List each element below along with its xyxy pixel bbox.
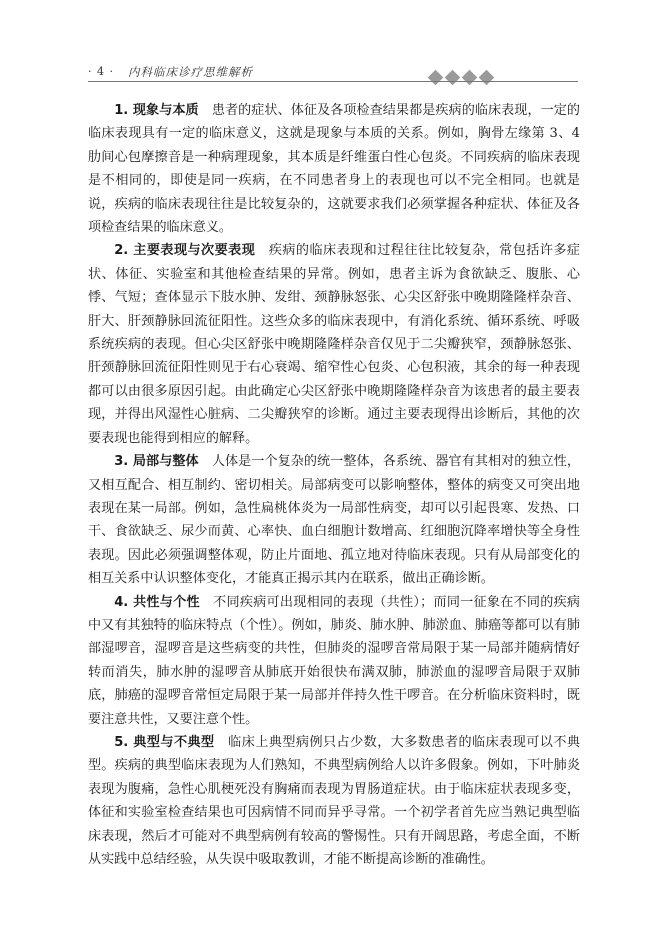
section-text: 临床上典型病例只占少数，大多数患者的临床表现可以不典型。疾病的典型临床表现为人们熟知，不典型病例给人以许多假象。例如，下叶肺炎表现为腹痛，急性心肌梗死没有胸痛而表现为胃肠道症状。由于临床症状表现多变，体征和实验室检查结果也可因病情不同而异乎寻常。一个初学者首先应当熟记典型临床表现，然后才可能对不典型病例有较高的警惕性。只有开阔思路，考虑全面，不断从实践中总结经验，从失误中吸取教训，才能不断提高诊断的准确性。 — [88, 734, 581, 867]
section-heading: 5. 典型与不典型 — [114, 734, 215, 750]
section-text: 人体是一个复杂的统一整体，各系统、器官有其相对的独立性，又相互配合、相互制约、密切相关。局部病变可以影响整体，整体的病变又可突出地表现在某一局部。例如，急性扁桃体炎为一局部性病变，却可以引起畏寒、发热、口干、食欲缺乏、尿少而黄、心率快、血白细胞计数增高、红细胞沉降率增快等全身性表现。因此必须强调整体观，防止片面地、孤立地对待临床表现。只有从局部变化的相互关系中认识整体变化，才能真正揭示其内在联系，做出正确诊断。 — [88, 454, 580, 587]
diamond-icon — [462, 70, 478, 86]
diamond-icon — [479, 70, 495, 86]
body-text — [88, 99, 580, 871]
section-paragraph — [88, 239, 580, 450]
header-divider — [88, 81, 578, 82]
section-paragraph — [88, 591, 580, 731]
section-heading: 2. 主要表现与次要表现 — [114, 243, 256, 259]
section-paragraph — [88, 731, 580, 871]
page-header — [88, 63, 578, 87]
section-heading: 1. 现象与本质 — [114, 103, 199, 118]
section-text: 患者的症状、体征及各项检查结果都是疾病的临床表现，一定的临床表现具有一定的临床意义，这就是现象与本质的关系。例如，胸骨左缘第 3、4 肋间心包摩擦音是一种病理现象，其本质是纤维蛋白性心包炎。不同疾病的临床表现是不相同的，即使是同一疾病，在不同患者身上的表现也可以不完全相同。也就是说，疾病的临床表现往往是比较复杂的，这就要求我们必须掌握各种症状、体征及各项检查结果的临床意义。 — [88, 103, 580, 236]
section-paragraph — [88, 450, 580, 590]
section-heading: 4. 共性与个性 — [114, 594, 200, 610]
page-number: · 4 · — [88, 65, 114, 78]
section-text: 疾病的临床表现和过程往往比较复杂，常包括许多症状、体征、实验室和其他检查结果的异常。例如，患者主诉为食欲缺乏、腹胀、心悸、气短；查体显示下肢水肿、发绀、颈静脉怒张、心尖区舒张中晚期隆隆样杂音、肝大、肝颈静脉回流征阳性。这些众多的临床表现中，有消化系统、循环系统、呼吸系统疾病的表现。但心尖区舒张中晚期隆隆样杂音仅见于二尖瓣狭窄，颈静脉怒张、肝颈静脉回流征阳性则见于右心衰竭、缩窄性心包炎、心包积液，其余的每一种表现都可以由很多原因引起。由此确定心尖区舒张中晚期隆隆样杂音为该患者的最主要表现，并得出风湿性心脏病、二尖瓣狭窄的诊断。通过主要表现得出诊断后，其他的次要表现也能得到相应的解释。 — [88, 243, 581, 446]
diamond-icon — [428, 70, 444, 86]
section-text: 不同疾病可出现相同的表现（共性）；而同一征象在不同的疾病中又有其独特的临床特点（个性）。例如，肺炎、肺水肿、肺淤血、肺癌等都可以有肺部湿啰音，湿啰音是这些病变的共性，但肺炎的湿啰音常局限于某一局部并随病情好转而消失，肺水肿的湿啰音从肺底开始很快布满双肺，肺淤血的湿啰音局限于双肺底，肺癌的湿啰音常恒定局限于某一局部并伴持久性干啰音。在分析临床资料时，既要注意共性，又要注意个性。 — [88, 594, 581, 727]
diamond-icon — [445, 70, 461, 86]
section-paragraph — [88, 99, 580, 239]
running-book-title: 内科临床诊疗思维解析 — [128, 65, 253, 79]
header-ornament — [430, 70, 498, 86]
section-heading: 3. 局部与整体 — [114, 454, 199, 470]
